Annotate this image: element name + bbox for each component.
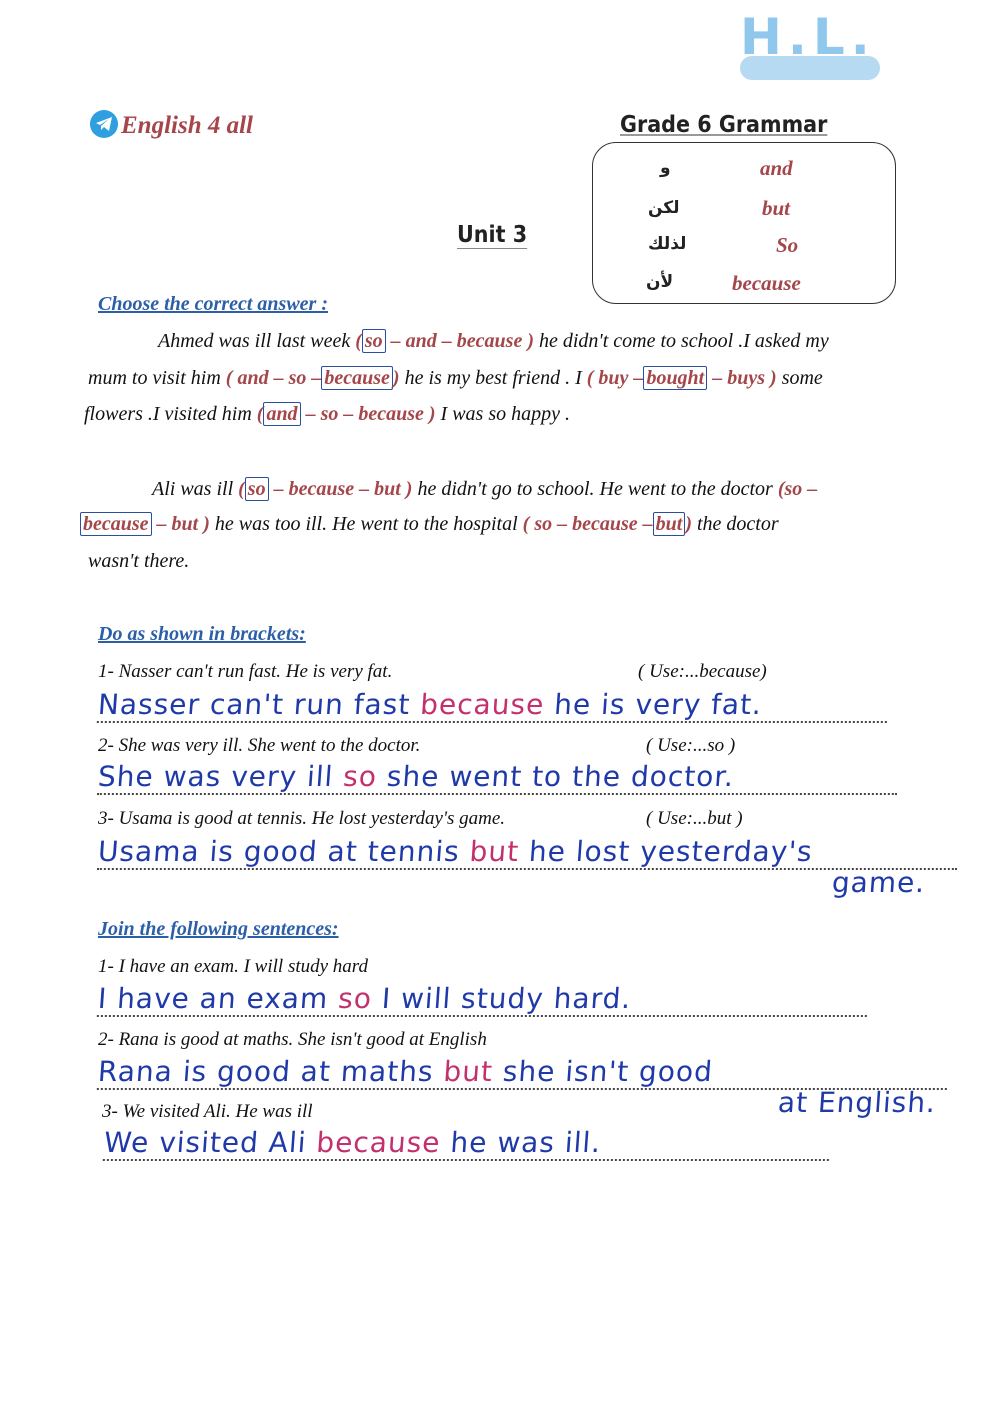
question: 3- Usama is good at tennis. He lost yesterday's game. xyxy=(98,808,506,829)
question-hint: ( Use:...but ) xyxy=(646,808,743,829)
vocab-en: and xyxy=(760,156,793,180)
handwritten-answer: Usama is good at tennis but he lost yesterday's xyxy=(97,835,959,870)
paragraph-line: flowers .I visited him ( and – so – because ) I was so happy . xyxy=(84,403,570,425)
handwritten-answer: Rana is good at maths but she isn't good xyxy=(97,1055,949,1090)
vocab-en: because xyxy=(732,271,801,295)
vocab-en: but xyxy=(762,196,791,220)
vocab-ar: لذلك xyxy=(648,234,687,254)
paragraph-line: Ali was ill ( so – because – but ) he didn't go to school. He went to the doctor (so – xyxy=(152,478,818,500)
vocab-ar: لكن xyxy=(648,198,680,218)
handwritten-answer-continued: at English. xyxy=(776,1086,938,1119)
paragraph-line: mum to visit him ( and – so – because ) he is my best friend . I ( buy – bought – buys ) some xyxy=(88,367,823,389)
question: 1- Nasser can't run fast. He is very fat. xyxy=(98,661,393,682)
question: 1- I have an exam. I will study hard xyxy=(98,956,368,977)
handwritten-answer: We visited Ali because he was ill. xyxy=(103,1126,831,1161)
handwritten-initials: H.L. xyxy=(740,8,890,88)
paragraph-line: wasn't there. xyxy=(88,550,190,572)
question: 3- We visited Ali. He was ill xyxy=(102,1101,313,1122)
handwritten-answer: She was very ill so she went to the doctor. xyxy=(97,760,899,795)
unit-title: Unit 3 xyxy=(457,222,528,248)
telegram-icon xyxy=(90,110,118,138)
section-heading: Choose the correct answer : xyxy=(98,293,328,315)
paragraph-line: Ahmed was ill last week ( so – and – because ) he didn't come to school .I asked my xyxy=(158,330,829,352)
vocab-en: So xyxy=(776,233,799,257)
section-heading: Join the following sentences: xyxy=(98,918,339,940)
section-heading: Do as shown in brackets: xyxy=(98,623,306,645)
brand-title: English 4 all xyxy=(90,110,253,140)
question-hint: ( Use:...because) xyxy=(638,661,767,682)
vocab-ar: و xyxy=(660,158,671,178)
question-hint: ( Use:...so ) xyxy=(646,735,736,756)
grade-title: Grade 6 Grammar xyxy=(620,112,828,138)
handwritten-answer: Nasser can't run fast because he is very fat. xyxy=(97,688,889,723)
question: 2- Rana is good at maths. She isn't good at English xyxy=(98,1029,487,1050)
question: 2- She was very ill. She went to the doctor. xyxy=(98,735,421,756)
handwritten-answer-continued: game. xyxy=(830,866,927,899)
vocab-ar: لأن xyxy=(646,272,674,292)
paragraph-line: because – but ) he was too ill. He went to the hospital ( so – because – but ) the doctor xyxy=(80,513,779,536)
handwritten-answer: I have an exam so I will study hard. xyxy=(97,982,869,1017)
